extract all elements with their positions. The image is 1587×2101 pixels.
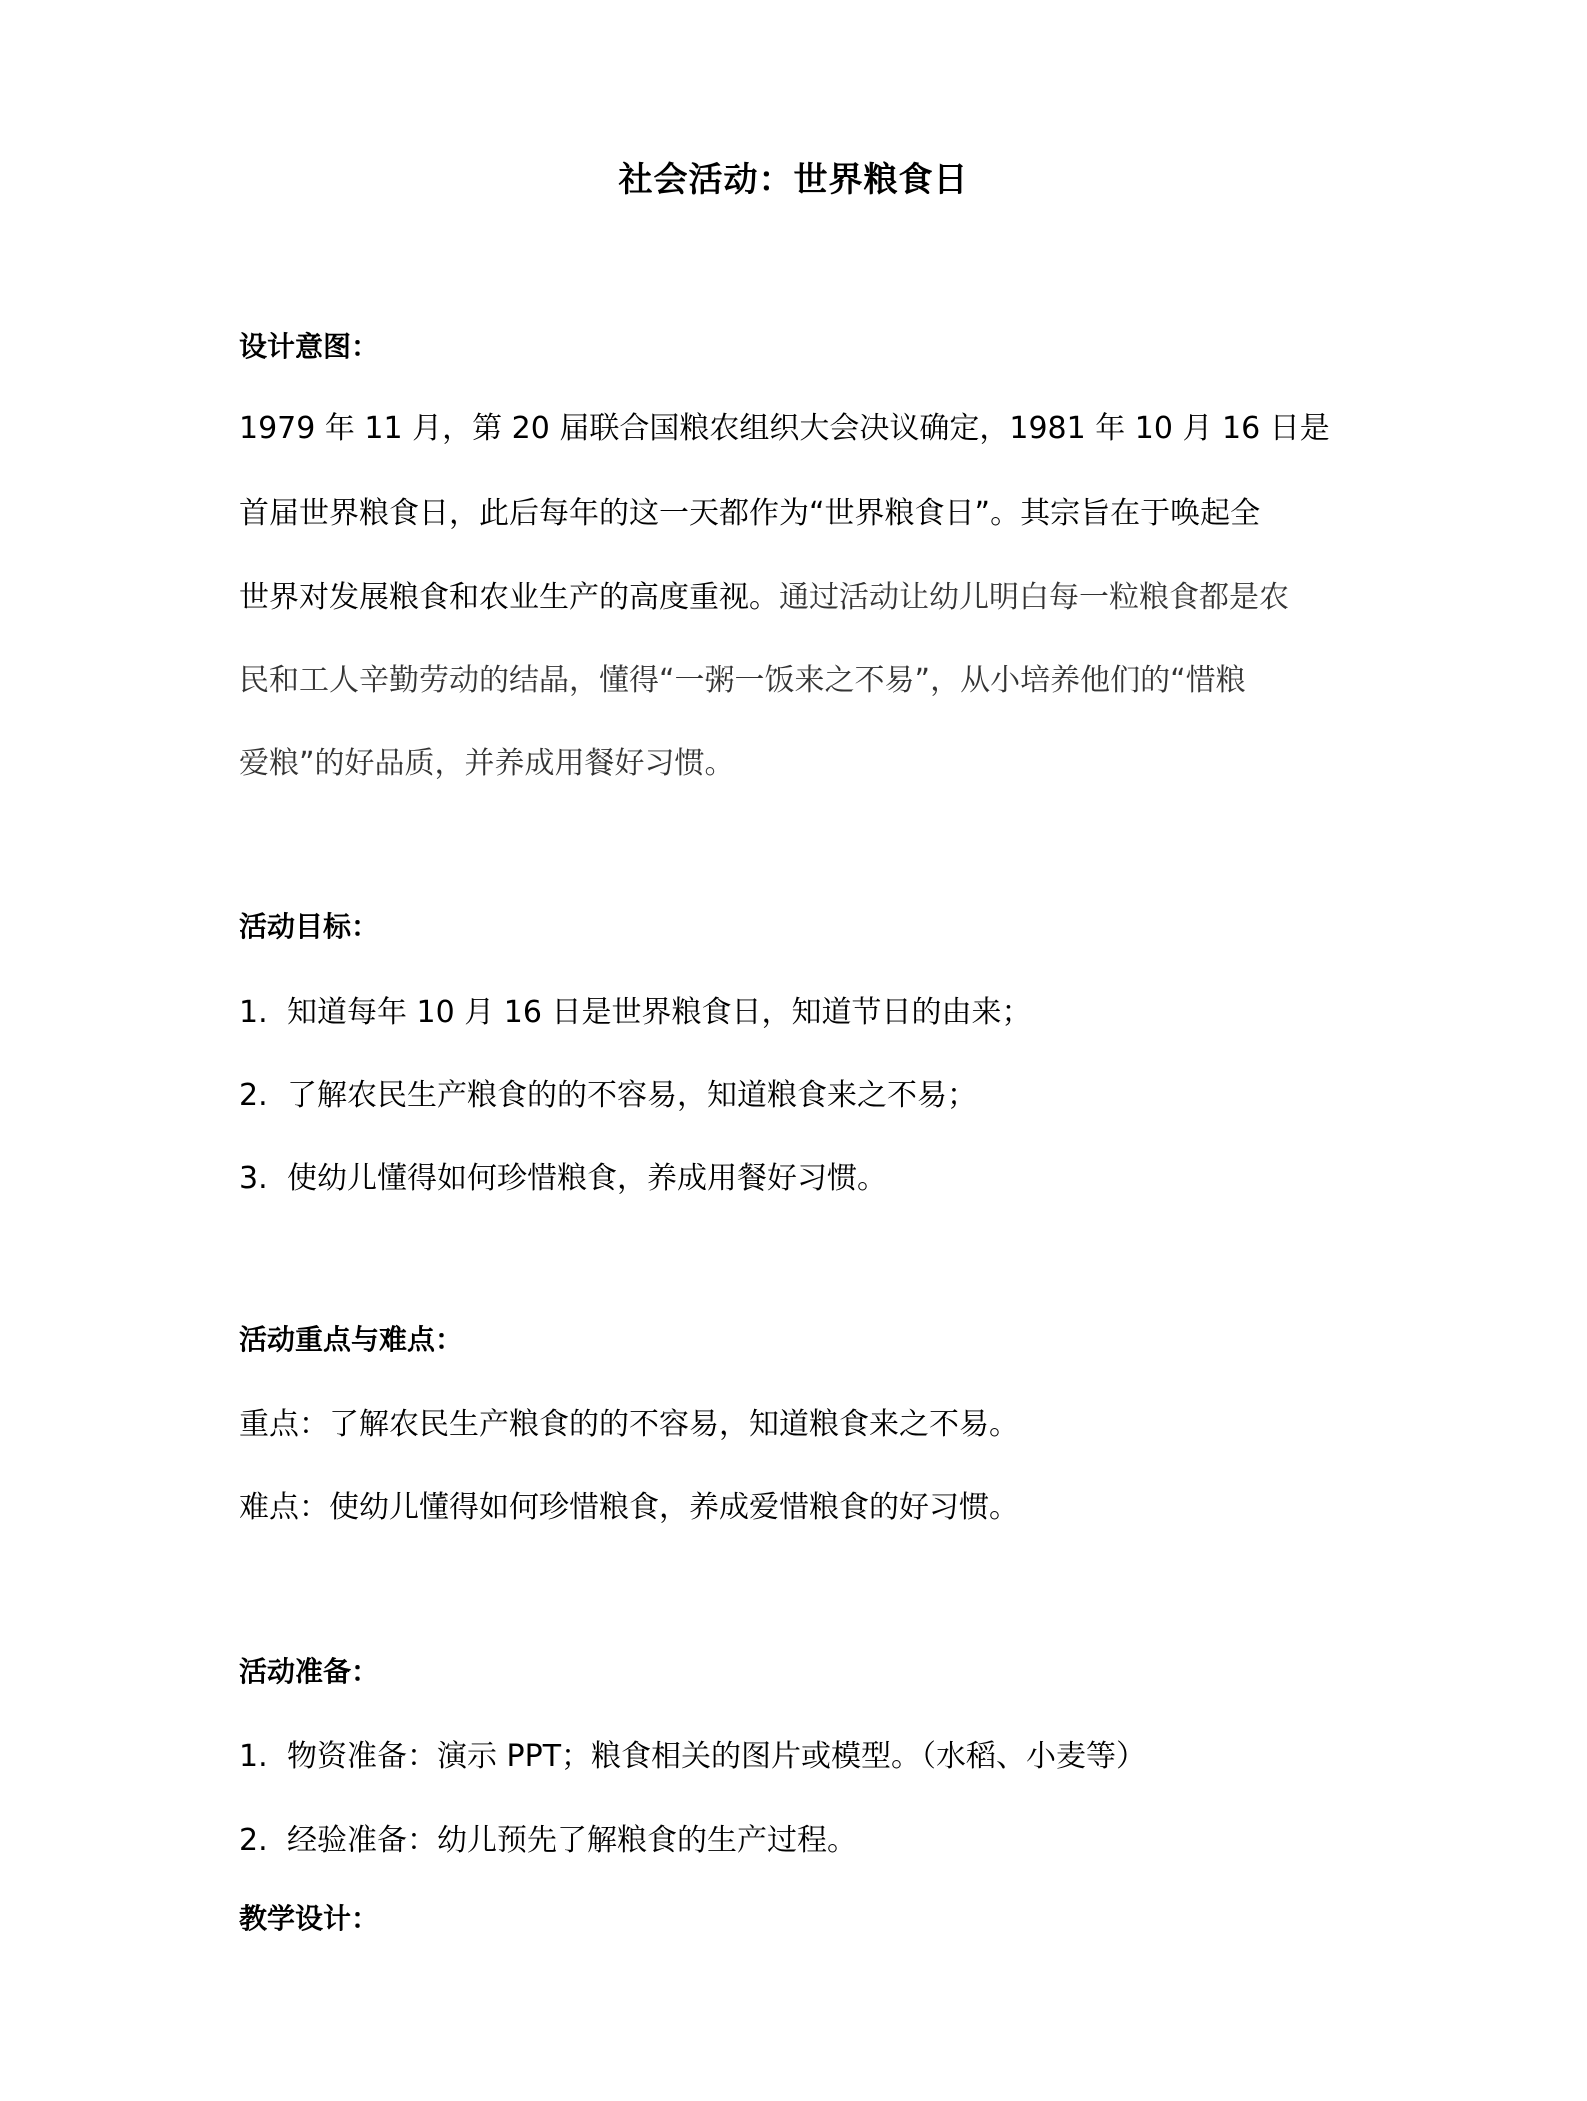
list-number: 2. — [239, 1823, 268, 1858]
paragraph-line — [239, 403, 1330, 447]
list-text: 物资准备：演示 PPT；粮食相关的图片或模型。（水稻、小麦等） — [287, 1739, 1147, 1774]
list-item — [239, 1070, 977, 1114]
paragraph-line — [239, 655, 1246, 699]
text-run: 首届世界粮食日，此后每年的这一天都作为“世界粮食日”。其宗旨在于唤起全 — [239, 496, 1261, 531]
paragraph-line — [239, 572, 1289, 616]
section-heading-design-intent: 设计意图： — [239, 330, 380, 363]
list-number: 1. — [239, 995, 268, 1030]
paragraph-line — [239, 738, 735, 782]
list-number: 2. — [239, 1078, 268, 1113]
list-item — [239, 1815, 857, 1859]
text-run: 世界对发展粮食和农业生产的高度重视。 — [239, 580, 779, 615]
paragraph-line — [239, 488, 1260, 532]
text-run-gray: 民和工人辛勤劳动的结晶，懂得“一粥一饭来之不易”，从小培养他们的“惜粮 — [239, 663, 1246, 698]
list-text: 了解农民生产粮食的的不容易，知道粮食来之不易； — [287, 1078, 977, 1113]
list-text: 使幼儿懂得如何珍惜粮食，养成用餐好习惯。 — [287, 1161, 887, 1196]
list-text: 知道每年 10 月 16 日是世界粮食日，知道节日的由来； — [287, 995, 1032, 1030]
list-item — [239, 1731, 1146, 1775]
section-heading-preparation: 活动准备： — [239, 1655, 380, 1688]
difficulty-line: 难点：使幼儿懂得如何珍惜粮食，养成爱惜粮食的好习惯。 — [239, 1490, 1019, 1525]
text-run: 1979 年 11 月，第 20 届联合国粮农组织大会决议确定，1981 年 10 月 16 日是 — [239, 411, 1330, 446]
page-title: 社会活动：世界粮食日 — [618, 160, 969, 200]
list-number: 1. — [239, 1739, 268, 1774]
key-point-line: 重点：了解农民生产粮食的的不容易，知道粮食来之不易。 — [239, 1407, 1019, 1442]
list-number: 3. — [239, 1161, 268, 1196]
section-heading-goals: 活动目标： — [239, 910, 380, 943]
section-heading-teaching-design: 教学设计： — [239, 1902, 380, 1935]
section-heading-key-points: 活动重点与难点： — [239, 1323, 464, 1356]
text-run-gray: 爱粮”的好品质，并养成用餐好习惯。 — [239, 746, 735, 781]
list-item — [239, 987, 1032, 1031]
list-item — [239, 1153, 887, 1197]
list-text: 经验准备：幼儿预先了解粮食的生产过程。 — [287, 1823, 857, 1858]
text-run-gray: 通过活动让幼儿明白每一粒粮食都是农 — [779, 580, 1289, 615]
